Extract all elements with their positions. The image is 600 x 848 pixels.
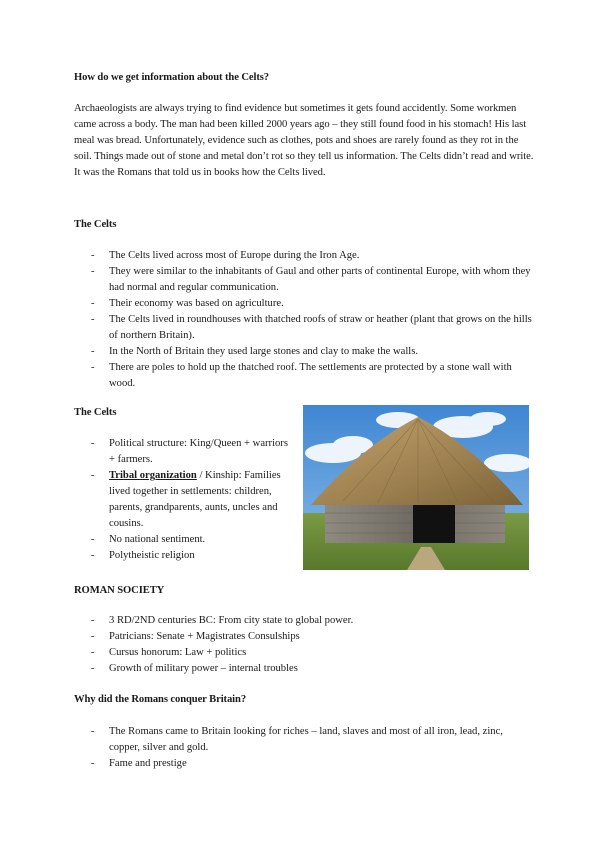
list-item: - Polytheistic religion (74, 548, 292, 564)
list-item: - Their economy was based on agriculture. (74, 296, 536, 312)
list-item: - They were similar to the inhabitants of Gaul and other parts of continental Europe, with whom they had normal and regular communication. (74, 264, 536, 296)
list-item: - Growth of military power – internal troubles (74, 661, 536, 677)
celts-list-1 (74, 248, 536, 392)
tribal-organization-term: Tribal organization (109, 470, 197, 481)
list-item: - Fame and prestige (74, 756, 536, 772)
roman-list (74, 613, 536, 677)
heading-roman-society: ROMAN SOCIETY (74, 585, 165, 596)
paragraph-information: Archaeologists are always trying to find evidence but sometimes it gets found accidently. Some workmen came across a body. The man had been killed 2000 years ago – they still found food in his stomach! His last meal was bread. Unfortunately, evidence such as clothes, pots and shoes are rarely found as they rot in the soil. Things made out of stone and metal don’t rot so they tell us information. The Celts didn’t read and write. It was the Romans that told us in books how the Celts lived. (74, 103, 534, 178)
roundhouse-photo (303, 405, 529, 570)
heading-information: How do we get information about the Celts? (74, 72, 270, 83)
list-item: - 3 RD/2ND centuries BC: From city state to global power. (74, 613, 536, 629)
tribal-organization-text: / Kinship: Families lived together in settlements: children, parents, grandparents, aunts, uncles and cousins. (109, 470, 281, 529)
heading-why-romans: Why did the Romans conquer Britain? (74, 694, 247, 705)
list-item: - No national sentiment. (74, 532, 292, 548)
list-item: - In the North of Britain they used large stones and clay to make the walls. (74, 344, 536, 360)
celts-list-2 (74, 436, 292, 564)
list-item: - The Romans came to Britain looking for riches – land, slaves and most of all iron, lead, zinc, copper, silver and gold. (74, 724, 536, 756)
list-item: - Political structure: King/Queen + warriors + farmers. (74, 436, 292, 468)
why-list (74, 724, 536, 772)
list-item: - There are poles to hold up the thatched roof. The settlements are protected by a stone wall with wood. (74, 360, 536, 392)
list-item: - Cursus honorum: Law + politics (74, 645, 536, 661)
doorway (413, 499, 455, 543)
list-item: - The Celts lived in roundhouses with thatched roofs of straw or heather (plant that grows on the hills of northern Britain). (74, 312, 536, 344)
heading-the-celts-2: The Celts (74, 407, 117, 418)
list-item (74, 468, 292, 532)
list-item: - Patricians: Senate + Magistrates Consulships (74, 629, 536, 645)
list-item: - The Celts lived across most of Europe during the Iron Age. (74, 248, 536, 264)
heading-the-celts-1: The Celts (74, 219, 117, 230)
